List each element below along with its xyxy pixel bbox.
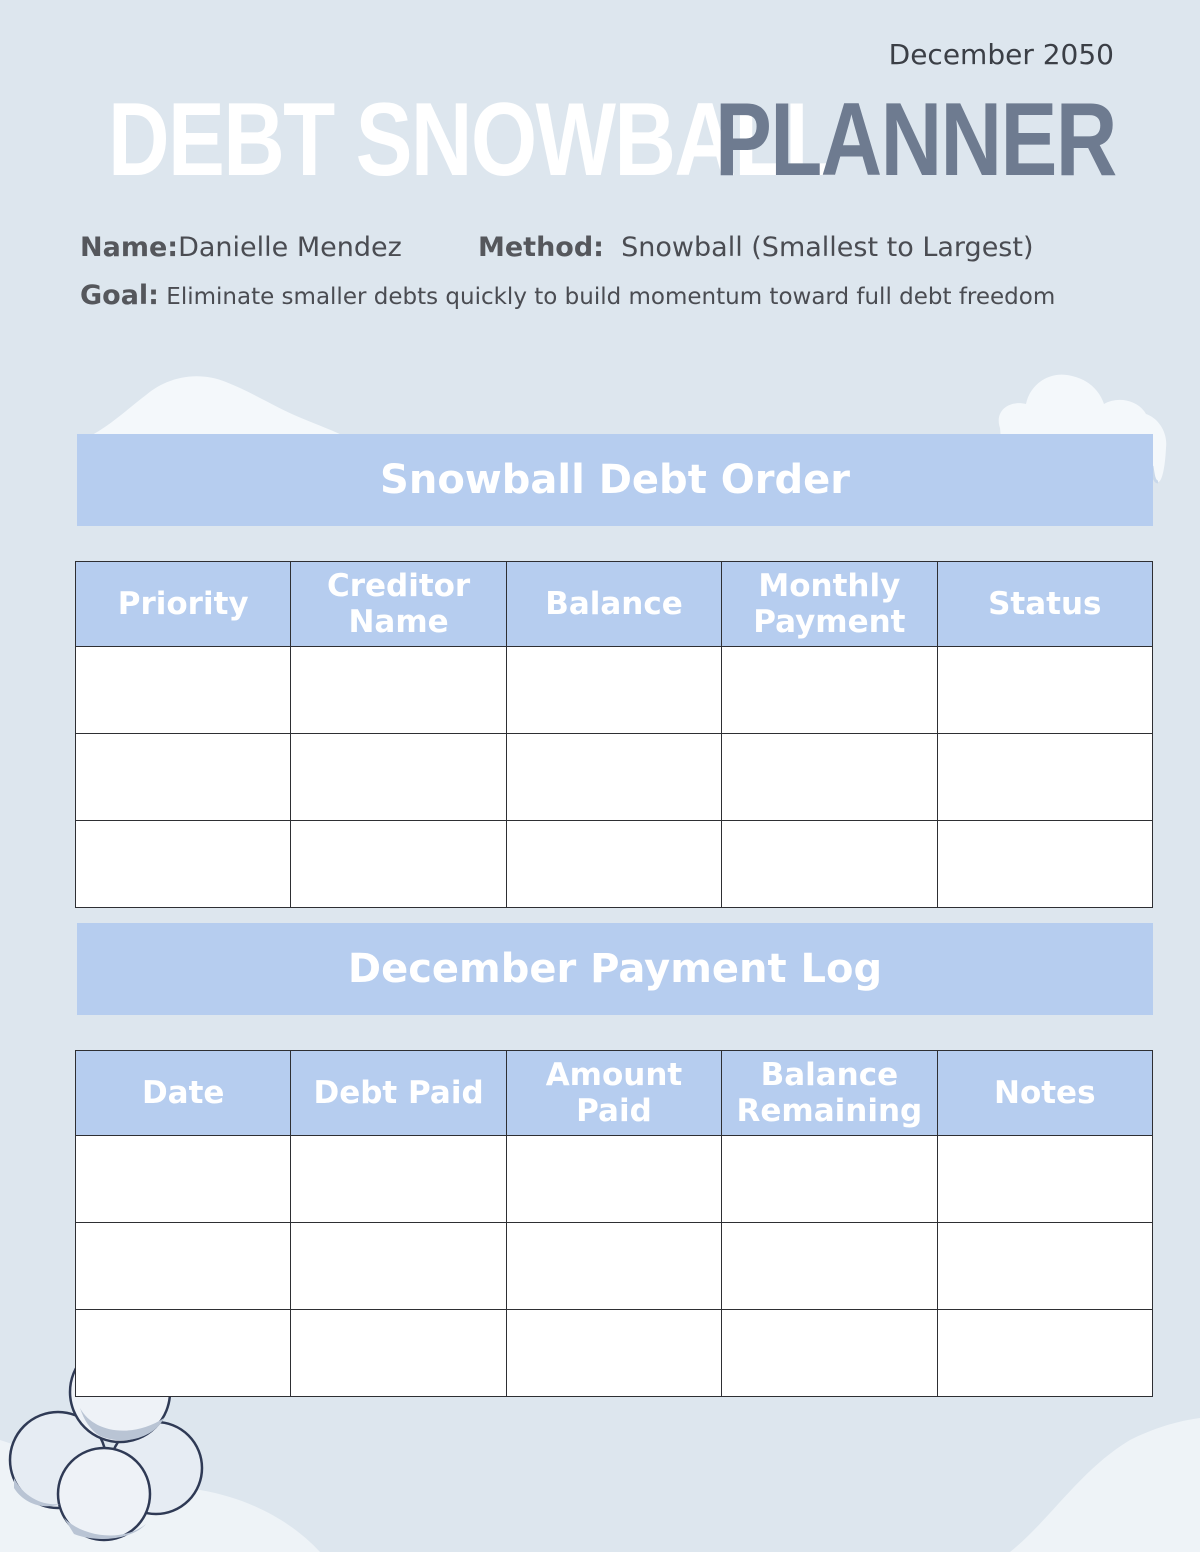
table-row xyxy=(76,1136,1153,1223)
section-banner-debt-order: Snowball Debt Order xyxy=(77,434,1153,526)
table-cell[interactable] xyxy=(506,647,721,734)
column-header: Debt Paid xyxy=(291,1051,506,1136)
table-cell[interactable] xyxy=(722,821,937,908)
table-row xyxy=(76,647,1153,734)
method-line xyxy=(478,232,1034,263)
table-cell[interactable] xyxy=(291,821,506,908)
table-row xyxy=(76,1223,1153,1310)
table-cell[interactable] xyxy=(722,734,937,821)
table-cell[interactable] xyxy=(937,821,1152,908)
table-cell[interactable] xyxy=(76,1310,291,1397)
table-row xyxy=(76,734,1153,821)
table-cell[interactable] xyxy=(76,1136,291,1223)
table-cell[interactable] xyxy=(937,734,1152,821)
name-line xyxy=(80,232,402,263)
column-header: Creditor Name xyxy=(291,562,506,647)
title-part-planner: PLANNER xyxy=(715,82,1116,198)
method-label: Method: xyxy=(478,232,604,263)
table-cell[interactable] xyxy=(76,734,291,821)
table-cell[interactable] xyxy=(937,1310,1152,1397)
table-cell[interactable] xyxy=(291,647,506,734)
table-cell[interactable] xyxy=(722,1136,937,1223)
column-header: Amount Paid xyxy=(506,1051,721,1136)
table-cell[interactable] xyxy=(76,647,291,734)
table-cell[interactable] xyxy=(291,734,506,821)
table-cell[interactable] xyxy=(506,734,721,821)
table-row xyxy=(76,821,1153,908)
debt-order-table xyxy=(75,561,1153,908)
table-cell[interactable] xyxy=(722,647,937,734)
page-title xyxy=(108,80,1116,200)
table-cell[interactable] xyxy=(291,1310,506,1397)
goal-label: Goal: xyxy=(80,280,159,311)
table-cell[interactable] xyxy=(506,1223,721,1310)
table-cell[interactable] xyxy=(722,1223,937,1310)
column-header: Priority xyxy=(76,562,291,647)
column-header: Notes xyxy=(937,1051,1152,1136)
column-header: Monthly Payment xyxy=(722,562,937,647)
table-cell[interactable] xyxy=(937,647,1152,734)
table-cell[interactable] xyxy=(76,1223,291,1310)
table-row xyxy=(76,1310,1153,1397)
section-banner-payment-log: December Payment Log xyxy=(77,923,1153,1015)
column-header: Balance Remaining xyxy=(722,1051,937,1136)
table-cell[interactable] xyxy=(937,1136,1152,1223)
goal-value: Eliminate smaller debts quickly to build momentum toward full debt freedom xyxy=(166,284,1056,310)
column-header: Status xyxy=(937,562,1152,647)
goal-line xyxy=(80,280,1055,311)
table-cell[interactable] xyxy=(506,821,721,908)
planner-date: December 2050 xyxy=(888,38,1114,71)
table-header-row xyxy=(76,562,1153,647)
method-value: Snowball (Smallest to Largest) xyxy=(621,232,1034,263)
payment-log-table xyxy=(75,1050,1153,1397)
column-header: Balance xyxy=(506,562,721,647)
table-cell[interactable] xyxy=(506,1136,721,1223)
title-part-debt-snowball: DEBT SNOWBALL xyxy=(108,82,836,198)
table-cell[interactable] xyxy=(506,1310,721,1397)
table-cell[interactable] xyxy=(722,1310,937,1397)
name-value: Danielle Mendez xyxy=(178,232,402,263)
table-cell[interactable] xyxy=(937,1223,1152,1310)
name-label: Name: xyxy=(80,232,179,263)
table-cell[interactable] xyxy=(76,821,291,908)
column-header: Date xyxy=(76,1051,291,1136)
table-header-row xyxy=(76,1051,1153,1136)
table-cell[interactable] xyxy=(291,1223,506,1310)
table-cell[interactable] xyxy=(291,1136,506,1223)
